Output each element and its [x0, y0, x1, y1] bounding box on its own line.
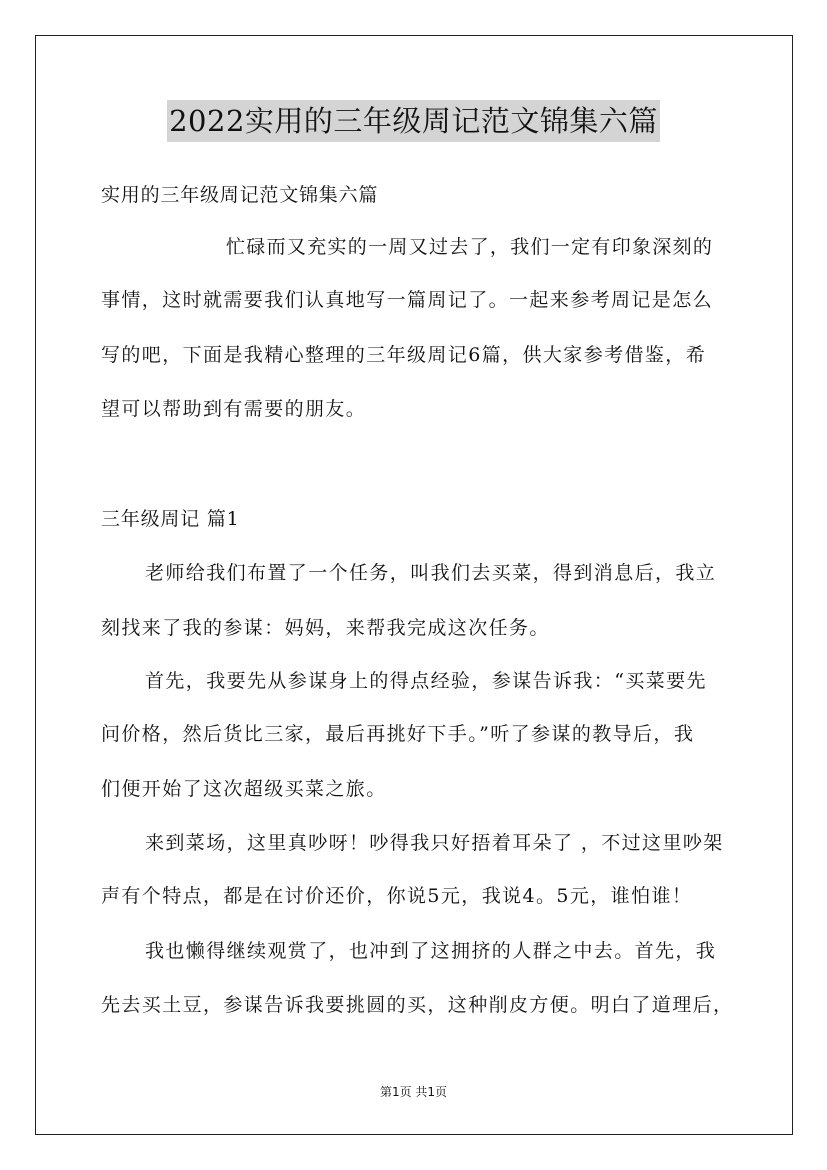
- title-container: [0, 100, 827, 142]
- paragraph-line: 问价格，然后货比三家，最后再挑好下手。”听了参谋的教导后，我: [101, 723, 695, 745]
- intro-line: 忙碌而又充实的一周又过去了，我们一定有印象深刻的: [226, 236, 714, 258]
- intro-line: 望可以帮助到有需要的朋友。: [101, 398, 367, 420]
- paragraph-line: 老师给我们布置了一个任务，叫我们去买菜，得到消息后，我立: [145, 562, 717, 584]
- paragraph-line: 声有个特点，都是在讨价还价，你说5元，我说4。5元，谁怕谁！: [101, 885, 693, 907]
- paragraph-line: 来到菜场，这里真吵呀！吵得我只好捂着耳朵了 ，不过这里吵架: [145, 832, 724, 854]
- paragraph-line: 我也懒得继续观赏了，也冲到了这拥挤的人群之中去。首先，我: [145, 940, 717, 962]
- document-subtitle: 实用的三年级周记范文锦集六篇: [101, 184, 379, 206]
- paragraph-line: 们便开始了这次超级买菜之旅。: [101, 778, 387, 800]
- section-heading: 三年级周记 篇1: [101, 508, 240, 530]
- paragraph-line: 刻找来了我的参谋：妈妈，来帮我完成这次任务。: [101, 617, 550, 639]
- paragraph-line: 首先，我要先从参谋身上的得点经验，参谋告诉我：“买菜要先: [145, 670, 707, 692]
- document-title: 2022实用的三年级周记范文锦集六篇: [167, 100, 660, 142]
- page-footer: 第1页 共1页: [379, 1085, 448, 1099]
- intro-line: 写的吧，下面是我精心整理的三年级周记6篇，供大家参考借鉴，希: [101, 344, 707, 366]
- intro-line: 事情，这时就需要我们认真地写一篇周记了。一起来参考周记是怎么: [101, 289, 714, 311]
- paragraph-line: 先去买土豆，参谋告诉我要挑圆的买，这种削皮方便。明白了道理后，: [101, 994, 734, 1016]
